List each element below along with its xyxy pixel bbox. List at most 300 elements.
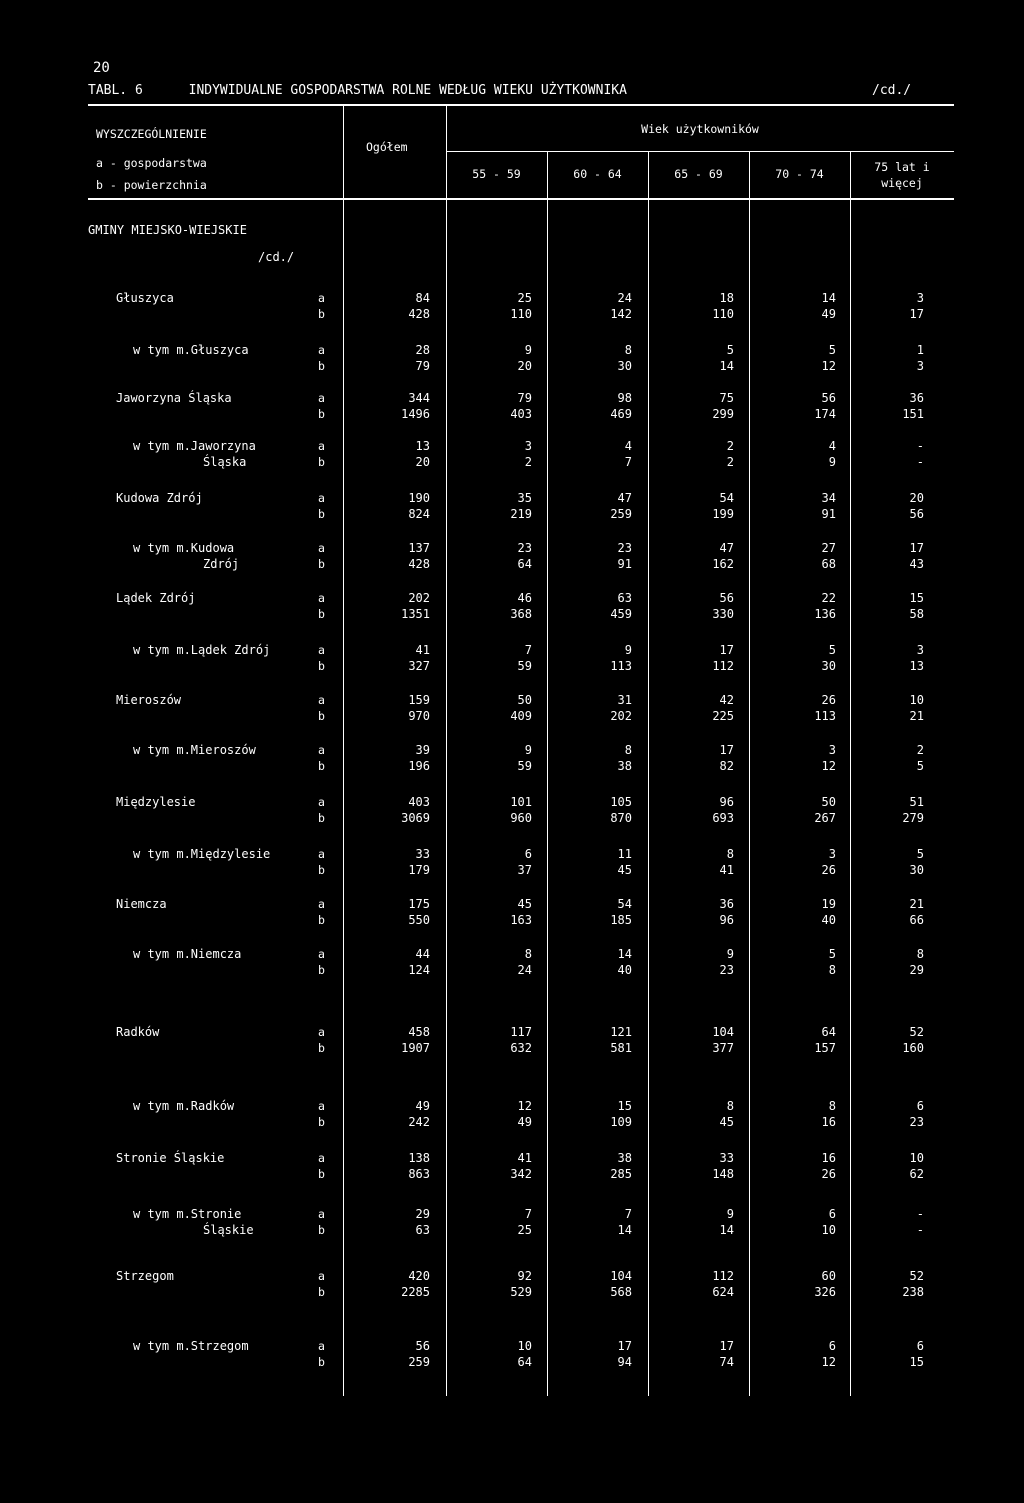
cell-a: 10: [909, 1151, 924, 1165]
cell-b: 428: [408, 557, 430, 571]
cell-a: 137: [408, 541, 430, 555]
row-name: Radków: [116, 1025, 160, 1039]
cell-a: 41: [415, 643, 430, 657]
cell-a: 92: [517, 1269, 532, 1283]
cell-a: 344: [408, 391, 430, 405]
header-age-65-69: 65 - 69: [674, 167, 723, 181]
header-bottom-rule: [88, 198, 954, 200]
cell-a: 23: [617, 541, 632, 555]
cell-b: 66: [909, 913, 924, 927]
row-label-b: b: [318, 1041, 325, 1055]
cell-a: 54: [617, 897, 632, 911]
row-label-a: a: [318, 591, 325, 605]
cell-b: 91: [821, 507, 836, 521]
cell-a: 17: [719, 1339, 734, 1353]
cell-a: 17: [719, 743, 734, 757]
cell-a: 8: [726, 1099, 734, 1113]
cell-a: 17: [719, 643, 734, 657]
cell-b: 581: [610, 1041, 632, 1055]
cell-b: 25: [517, 1223, 532, 1237]
row-name: w tym m.Jaworzyna: [133, 439, 256, 453]
header-age-60-64: 60 - 64: [573, 167, 622, 181]
cell-b: 45: [617, 863, 632, 877]
cell-b: 5: [916, 759, 924, 773]
cell-a: 5: [828, 343, 836, 357]
cell-b: 403: [510, 407, 532, 421]
row-label-b: b: [318, 407, 325, 421]
row-label-b: b: [318, 759, 325, 773]
row-label-a: a: [318, 1339, 325, 1353]
cell-a: 75: [719, 391, 734, 405]
row-label-a: a: [318, 1025, 325, 1039]
cell-a: 2: [916, 743, 924, 757]
cell-a: 4: [624, 439, 632, 453]
cell-b: 8: [828, 963, 836, 977]
cell-b: 970: [408, 709, 430, 723]
row-name: Zdrój: [203, 557, 240, 571]
column-rule: [446, 106, 447, 1396]
cell-a: 19: [821, 897, 836, 911]
row-name: Niemcza: [116, 897, 167, 911]
row-label-b: b: [318, 963, 325, 977]
cell-b: 30: [909, 863, 924, 877]
cell-a: 15: [617, 1099, 632, 1113]
cell-b: 179: [408, 863, 430, 877]
cell-a: 202: [408, 591, 430, 605]
cell-b: 68: [821, 557, 836, 571]
cell-a: 26: [821, 693, 836, 707]
row-name: w tym m.Międzylesie: [133, 847, 271, 861]
row-label-b: b: [318, 307, 325, 321]
cell-b: 74: [719, 1355, 734, 1369]
cell-b: 13: [909, 659, 924, 673]
cell-b: 219: [510, 507, 532, 521]
cell-b: 14: [719, 1223, 734, 1237]
cell-b: 7: [624, 455, 632, 469]
row-label-a: a: [318, 1269, 325, 1283]
cell-a: 22: [821, 591, 836, 605]
cell-b: 79: [415, 359, 430, 373]
column-rule: [343, 106, 344, 1396]
row-label-a: a: [318, 795, 325, 809]
cell-b: 14: [617, 1223, 632, 1237]
row-name: Mieroszów: [116, 693, 182, 707]
cell-a: 84: [415, 291, 430, 305]
row-label-a: a: [318, 1207, 325, 1221]
cell-a: 8: [726, 847, 734, 861]
cell-a: 36: [909, 391, 924, 405]
cell-a: 79: [517, 391, 532, 405]
cell-a: 5: [828, 643, 836, 657]
row-name: w tym m.Strzegom: [133, 1339, 249, 1353]
column-rule: [749, 152, 750, 1396]
cell-a: 5: [916, 847, 924, 861]
cell-b: 12: [821, 359, 836, 373]
cell-a: 175: [408, 897, 430, 911]
cell-a: 9: [524, 743, 532, 757]
cell-a: 2: [726, 439, 734, 453]
cell-a: 36: [719, 897, 734, 911]
cell-a: 117: [510, 1025, 532, 1039]
cell-b: 162: [712, 557, 734, 571]
row-label-a: a: [318, 491, 325, 505]
cell-a: 420: [408, 1269, 430, 1283]
cell-b: 2285: [401, 1285, 430, 1299]
row-label-a: a: [318, 693, 325, 707]
cell-a: 14: [617, 947, 632, 961]
cell-a: 8: [524, 947, 532, 961]
row-label-b: b: [318, 507, 325, 521]
cell-b: 12: [821, 1355, 836, 1369]
cell-a: 1: [916, 343, 924, 357]
cell-a: 56: [719, 591, 734, 605]
row-label-b: b: [318, 709, 325, 723]
cell-a: 3: [828, 743, 836, 757]
cell-b: 49: [821, 307, 836, 321]
cell-b: 10: [821, 1223, 836, 1237]
cell-b: 62: [909, 1167, 924, 1181]
header-top-rule: [88, 104, 954, 106]
row-label-b: b: [318, 1355, 325, 1369]
cell-b: 96: [719, 913, 734, 927]
cell-b: 59: [517, 759, 532, 773]
cell-a: 33: [415, 847, 430, 861]
cell-a: 6: [828, 1339, 836, 1353]
cell-b: 693: [712, 811, 734, 825]
cell-a: 190: [408, 491, 430, 505]
row-name: Śląska: [203, 455, 247, 469]
cell-b: 279: [902, 811, 924, 825]
cell-b: 151: [902, 407, 924, 421]
cell-a: 8: [624, 343, 632, 357]
cell-b: 45: [719, 1115, 734, 1129]
table-label: TABL. 6: [88, 83, 143, 98]
cell-b: 15: [909, 1355, 924, 1369]
cell-a: 14: [821, 291, 836, 305]
cell-a: 27: [821, 541, 836, 555]
cell-b: 43: [909, 557, 924, 571]
cell-b: 136: [814, 607, 836, 621]
cell-b: 20: [517, 359, 532, 373]
cell-b: 267: [814, 811, 836, 825]
cell-b: 40: [617, 963, 632, 977]
table-title: INDYWIDUALNE GOSPODARSTWA ROLNE WEDŁUG WIEKU UŻYTKOWNIKA: [188, 83, 627, 98]
cell-a: 6: [916, 1339, 924, 1353]
cell-a: 49: [415, 1099, 430, 1113]
cell-b: 550: [408, 913, 430, 927]
cell-a: 159: [408, 693, 430, 707]
row-name: Lądek Zdrój: [116, 591, 196, 605]
cell-a: 8: [624, 743, 632, 757]
cell-a: 458: [408, 1025, 430, 1039]
cell-a: 63: [617, 591, 632, 605]
cell-a: 10: [909, 693, 924, 707]
cell-b: 21: [909, 709, 924, 723]
cell-b: 23: [909, 1115, 924, 1129]
cell-b: 330: [712, 607, 734, 621]
header-age-70-74: 70 - 74: [775, 167, 824, 181]
cell-a: 51: [909, 795, 924, 809]
cell-b: 110: [510, 307, 532, 321]
cell-b: 185: [610, 913, 632, 927]
header-age-75-plus-cont: więcej: [881, 176, 923, 190]
table-continued: /cd./: [872, 83, 912, 98]
row-label-a: a: [318, 1099, 325, 1113]
column-rule: [648, 152, 649, 1396]
cell-b: 342: [510, 1167, 532, 1181]
cell-a: 34: [821, 491, 836, 505]
cell-a: -: [916, 439, 924, 453]
cell-b: 428: [408, 307, 430, 321]
cell-a: 41: [517, 1151, 532, 1165]
cell-a: 9: [726, 1207, 734, 1221]
cell-a: 8: [828, 1099, 836, 1113]
cell-a: 3: [828, 847, 836, 861]
cell-b: 91: [617, 557, 632, 571]
header-specification: WYSZCZEGÓLNIENIE: [96, 127, 207, 141]
cell-b: 12: [821, 759, 836, 773]
row-label-a: a: [318, 947, 325, 961]
cell-a: 9: [726, 947, 734, 961]
cell-b: 142: [610, 307, 632, 321]
row-label-b: b: [318, 1167, 325, 1181]
cell-b: 225: [712, 709, 734, 723]
cell-b: 3069: [401, 811, 430, 825]
cell-a: 138: [408, 1151, 430, 1165]
cell-a: 9: [624, 643, 632, 657]
cell-a: 96: [719, 795, 734, 809]
cell-b: 238: [902, 1285, 924, 1299]
cell-a: 12: [517, 1099, 532, 1113]
cell-b: 20: [415, 455, 430, 469]
cell-a: 39: [415, 743, 430, 757]
cell-a: 56: [415, 1339, 430, 1353]
row-label-b: b: [318, 557, 325, 571]
row-label-a: a: [318, 291, 325, 305]
row-name: Głuszyca: [116, 291, 174, 305]
cell-b: 49: [517, 1115, 532, 1129]
cell-b: 529: [510, 1285, 532, 1299]
cell-b: 368: [510, 607, 532, 621]
cell-b: 14: [719, 359, 734, 373]
cell-a: 4: [828, 439, 836, 453]
cell-a: 44: [415, 947, 430, 961]
cell-b: 259: [408, 1355, 430, 1369]
cell-b: 109: [610, 1115, 632, 1129]
row-name: w tym m.Lądek Zdrój: [133, 643, 271, 657]
row-label-b: b: [318, 913, 325, 927]
cell-a: 7: [624, 1207, 632, 1221]
cell-b: -: [916, 455, 924, 469]
cell-a: 38: [617, 1151, 632, 1165]
row-label-a: a: [318, 1151, 325, 1165]
row-name: w tym m.Mieroszów: [133, 743, 256, 757]
cell-b: 23: [719, 963, 734, 977]
section-title: GMINY MIEJSKO-WIEJSKIE: [88, 223, 247, 237]
cell-b: -: [916, 1223, 924, 1237]
cell-b: 30: [821, 659, 836, 673]
cell-a: -: [916, 1207, 924, 1221]
cell-b: 64: [517, 1355, 532, 1369]
cell-b: 242: [408, 1115, 430, 1129]
cell-b: 157: [814, 1041, 836, 1055]
cell-b: 160: [902, 1041, 924, 1055]
row-label-a: a: [318, 541, 325, 555]
cell-a: 13: [415, 439, 430, 453]
cell-b: 1496: [401, 407, 430, 421]
row-label-a: a: [318, 743, 325, 757]
cell-a: 121: [610, 1025, 632, 1039]
cell-b: 124: [408, 963, 430, 977]
row-name: w tym m.Głuszyca: [133, 343, 249, 357]
cell-a: 56: [821, 391, 836, 405]
cell-a: 52: [909, 1025, 924, 1039]
row-label-a: a: [318, 343, 325, 357]
header-age-group-title: Wiek użytkowników: [641, 122, 759, 136]
cell-a: 11: [617, 847, 632, 861]
cell-b: 16: [821, 1115, 836, 1129]
cell-a: 16: [821, 1151, 836, 1165]
cell-b: 82: [719, 759, 734, 773]
cell-b: 568: [610, 1285, 632, 1299]
cell-b: 64: [517, 557, 532, 571]
cell-a: 8: [916, 947, 924, 961]
cell-b: 17: [909, 307, 924, 321]
cell-a: 104: [712, 1025, 734, 1039]
cell-a: 24: [617, 291, 632, 305]
row-label-b: b: [318, 359, 325, 373]
table-title-row: [88, 83, 627, 98]
cell-b: 863: [408, 1167, 430, 1181]
cell-a: 42: [719, 693, 734, 707]
cell-a: 6: [916, 1099, 924, 1113]
cell-b: 38: [617, 759, 632, 773]
cell-a: 5: [726, 343, 734, 357]
section-continued: /cd./: [258, 250, 295, 264]
row-name: Śląskie: [203, 1223, 254, 1237]
cell-b: 113: [814, 709, 836, 723]
cell-b: 824: [408, 507, 430, 521]
cell-b: 56: [909, 507, 924, 521]
cell-a: 47: [617, 491, 632, 505]
row-name: Kudowa Zdrój: [116, 491, 203, 505]
cell-b: 377: [712, 1041, 734, 1055]
cell-b: 202: [610, 709, 632, 723]
row-label-a: a: [318, 643, 325, 657]
cell-a: 50: [821, 795, 836, 809]
row-label-b: b: [318, 863, 325, 877]
row-label-b: b: [318, 811, 325, 825]
cell-a: 104: [610, 1269, 632, 1283]
row-label-b: b: [318, 659, 325, 673]
row-name: Strzegom: [116, 1269, 174, 1283]
cell-a: 3: [916, 643, 924, 657]
cell-b: 110: [712, 307, 734, 321]
cell-b: 113: [610, 659, 632, 673]
cell-a: 29: [415, 1207, 430, 1221]
cell-b: 299: [712, 407, 734, 421]
row-label-a: a: [318, 439, 325, 453]
cell-a: 23: [517, 541, 532, 555]
cell-b: 285: [610, 1167, 632, 1181]
cell-a: 54: [719, 491, 734, 505]
cell-b: 326: [814, 1285, 836, 1299]
header-legend-a: a - gospodarstwa: [96, 156, 207, 170]
cell-b: 960: [510, 811, 532, 825]
cell-a: 5: [828, 947, 836, 961]
cell-a: 25: [517, 291, 532, 305]
row-label-a: a: [318, 847, 325, 861]
cell-b: 1351: [401, 607, 430, 621]
row-label-b: b: [318, 1285, 325, 1299]
cell-b: 112: [712, 659, 734, 673]
cell-b: 58: [909, 607, 924, 621]
row-label-a: a: [318, 897, 325, 911]
cell-b: 9: [828, 455, 836, 469]
cell-b: 30: [617, 359, 632, 373]
row-label-b: b: [318, 1223, 325, 1237]
cell-b: 632: [510, 1041, 532, 1055]
cell-b: 24: [517, 963, 532, 977]
cell-a: 20: [909, 491, 924, 505]
cell-b: 870: [610, 811, 632, 825]
cell-b: 41: [719, 863, 734, 877]
column-rule: [850, 152, 851, 1396]
cell-a: 403: [408, 795, 430, 809]
cell-b: 148: [712, 1167, 734, 1181]
column-rule: [547, 152, 548, 1396]
row-label-b: b: [318, 455, 325, 469]
cell-b: 459: [610, 607, 632, 621]
cell-b: 199: [712, 507, 734, 521]
cell-b: 26: [821, 1167, 836, 1181]
cell-b: 259: [610, 507, 632, 521]
cell-b: 469: [610, 407, 632, 421]
header-total: Ogółem: [366, 140, 408, 154]
cell-b: 63: [415, 1223, 430, 1237]
cell-b: 29: [909, 963, 924, 977]
cell-a: 9: [524, 343, 532, 357]
row-name: w tym m.Radków: [133, 1099, 235, 1113]
cell-a: 35: [517, 491, 532, 505]
cell-a: 17: [909, 541, 924, 555]
cell-a: 3: [916, 291, 924, 305]
cell-a: 101: [510, 795, 532, 809]
cell-b: 3: [916, 359, 924, 373]
cell-a: 7: [524, 1207, 532, 1221]
cell-b: 409: [510, 709, 532, 723]
cell-a: 33: [719, 1151, 734, 1165]
cell-b: 174: [814, 407, 836, 421]
row-name: w tym m.Niemcza: [133, 947, 242, 961]
row-name: Międzylesie: [116, 795, 196, 809]
row-label-b: b: [318, 607, 325, 621]
header-age-55-59: 55 - 59: [472, 167, 521, 181]
cell-b: 94: [617, 1355, 632, 1369]
cell-b: 26: [821, 863, 836, 877]
cell-a: 112: [712, 1269, 734, 1283]
cell-a: 18: [719, 291, 734, 305]
cell-b: 624: [712, 1285, 734, 1299]
row-name: Jaworzyna Śląska: [116, 391, 232, 405]
cell-a: 10: [517, 1339, 532, 1353]
row-label-b: b: [318, 1115, 325, 1129]
cell-a: 31: [617, 693, 632, 707]
header-age-75-plus: 75 lat i: [874, 160, 930, 174]
row-name: Stronie Śląskie: [116, 1151, 225, 1165]
cell-a: 46: [517, 591, 532, 605]
cell-a: 3: [524, 439, 532, 453]
